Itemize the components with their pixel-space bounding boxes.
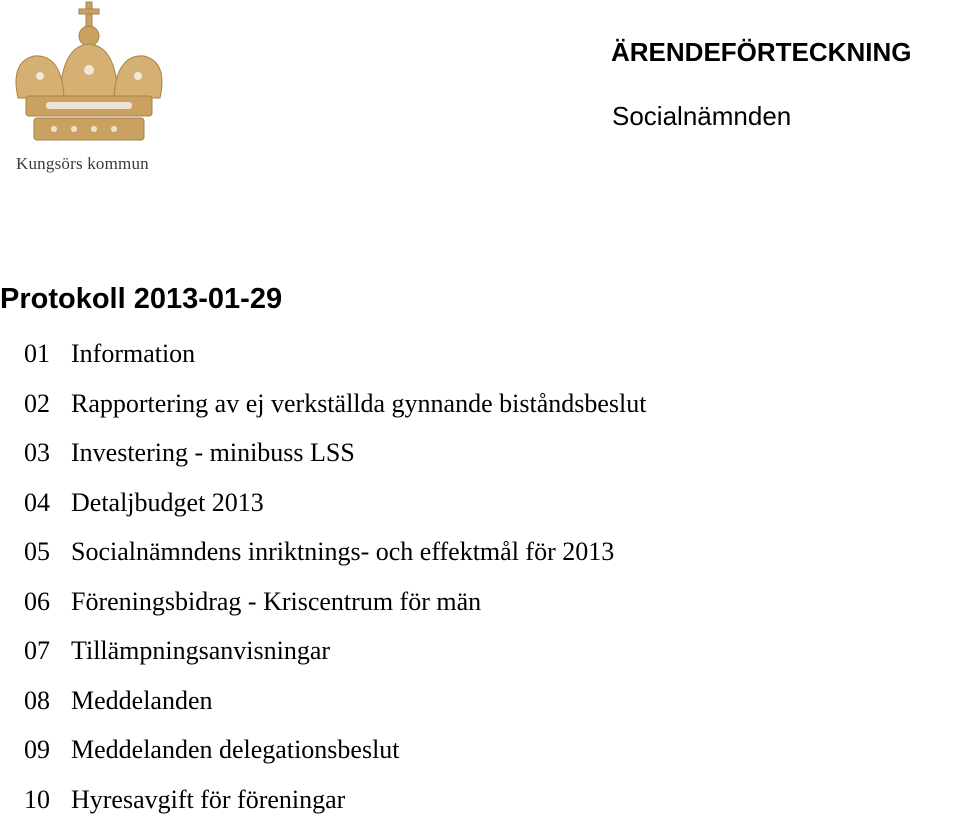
- agenda-item: [24, 585, 646, 635]
- agenda-item: [24, 436, 646, 486]
- agenda-item-number: 06: [24, 585, 71, 619]
- crown-icon: [4, 0, 172, 150]
- agenda-item-title: Meddelanden delegationsbeslut: [71, 735, 400, 764]
- agenda-item: [24, 783, 646, 832]
- municipality-name: Kungsörs kommun: [16, 154, 149, 174]
- agenda-item: [24, 337, 646, 387]
- agenda-item-number: 02: [24, 387, 71, 421]
- agenda-item-title: Socialnämndens inriktnings- och effektmål för 2013: [71, 537, 614, 566]
- agenda-item-title: Information: [71, 339, 195, 368]
- agenda-item-number: 03: [24, 436, 71, 470]
- document-type-heading: ÄRENDEFÖRTECKNING: [611, 37, 911, 68]
- municipality-logo: [4, 0, 172, 180]
- agenda-item: [24, 387, 646, 437]
- agenda-item-number: 01: [24, 337, 71, 371]
- agenda-item-title: Investering - minibuss LSS: [71, 438, 355, 467]
- protocol-title: Protokoll 2013-01-29: [0, 283, 282, 316]
- agenda-item-title: Föreningsbidrag - Kriscentrum för män: [71, 587, 481, 616]
- agenda-item: [24, 486, 646, 536]
- agenda-item-number: 07: [24, 634, 71, 668]
- agenda-item: [24, 733, 646, 783]
- agenda-item: [24, 535, 646, 585]
- agenda-item-number: 10: [24, 783, 71, 817]
- agenda-item-number: 09: [24, 733, 71, 767]
- agenda-item-number: 05: [24, 535, 71, 569]
- agenda-list: [24, 337, 646, 832]
- agenda-item-title: Rapportering av ej verkställda gynnande biståndsbeslut: [71, 389, 646, 418]
- agenda-item-title: Tillämpningsanvisningar: [71, 636, 330, 665]
- agenda-item: [24, 634, 646, 684]
- agenda-item-number: 04: [24, 486, 71, 520]
- agenda-item-number: 08: [24, 684, 71, 718]
- agenda-item-title: Hyresavgift för föreningar: [71, 785, 345, 814]
- board-name: Socialnämnden: [612, 101, 791, 132]
- agenda-item-title: Meddelanden: [71, 686, 213, 715]
- agenda-item: [24, 684, 646, 734]
- agenda-item-title: Detaljbudget 2013: [71, 488, 264, 517]
